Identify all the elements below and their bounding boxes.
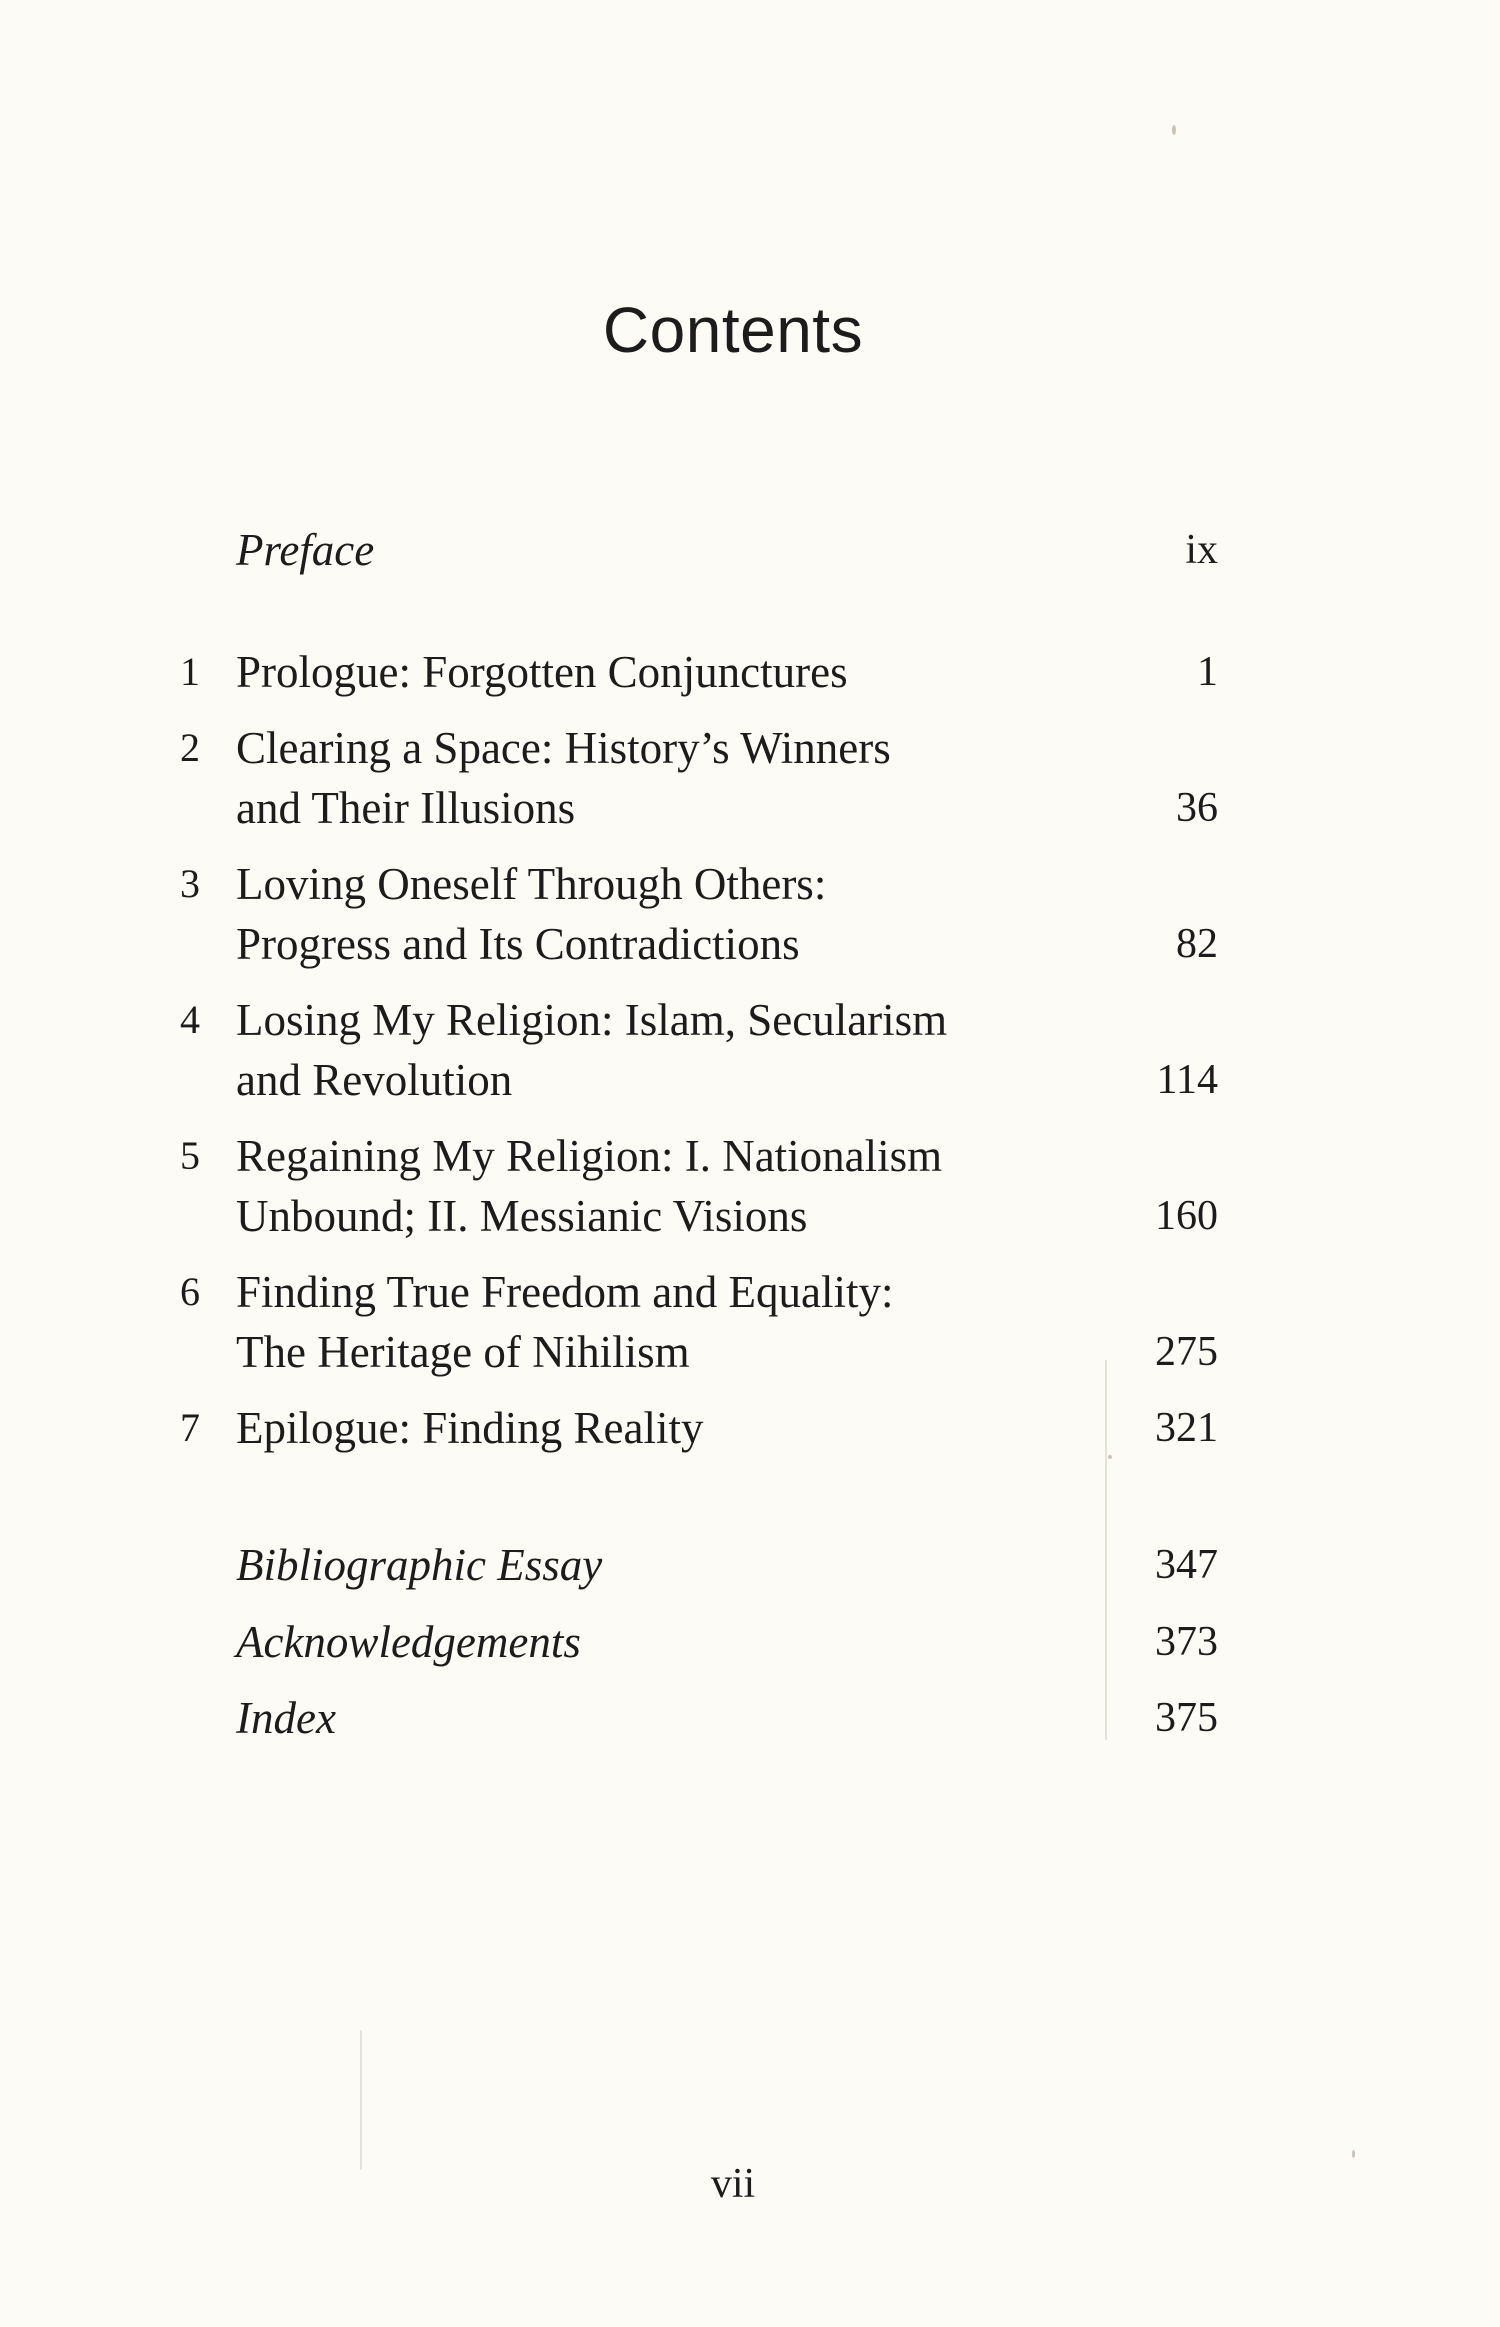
toc-entry-label: Acknowledgements xyxy=(236,1617,581,1667)
toc-entry-label: Finding True Freedom and Equality: The Heritage of Nihilism xyxy=(236,1267,894,1377)
toc-entry-page: 1 xyxy=(1197,649,1218,695)
paper-crease-mark xyxy=(360,2030,362,2170)
toc-entry-page: 275 xyxy=(1155,1329,1218,1375)
toc-entry-page: 36 xyxy=(1176,785,1218,831)
toc-entry-page: 321 xyxy=(1155,1405,1218,1451)
toc-entry-label: Epilogue: Finding Reality xyxy=(236,1403,704,1453)
toc-entry-number: 7 xyxy=(180,1405,200,1450)
paper-speck xyxy=(1172,125,1176,135)
toc-entry-page: 114 xyxy=(1156,1057,1218,1103)
toc-entry-number: 5 xyxy=(180,1133,200,1178)
toc-entry-label: Clearing a Space: History’s Winners and Their Illusions xyxy=(236,723,891,833)
toc-entry-number: 3 xyxy=(180,861,200,906)
toc-entry-number: 6 xyxy=(180,1269,200,1314)
toc-entry-page: 82 xyxy=(1176,921,1218,967)
toc-entry-label: Preface xyxy=(236,525,375,575)
paper-speck xyxy=(1108,1455,1112,1459)
paper-crease-mark xyxy=(1105,1360,1107,1740)
toc-entry-label: Loving Oneself Through Others: Progress and Its Contradictions xyxy=(236,859,827,969)
toc-entry-label: Prologue: Forgotten Conjunctures xyxy=(236,647,848,697)
toc-entry-page: 375 xyxy=(1155,1695,1218,1741)
toc-entry-page: ix xyxy=(1185,527,1218,573)
toc-entry-number: 2 xyxy=(180,725,200,770)
toc-entry-label: Losing My Religion: Islam, Secularism and Revolution xyxy=(236,995,948,1105)
toc-entry-label: Bibliographic Essay xyxy=(236,1540,603,1590)
toc-entry-number: 1 xyxy=(180,649,200,694)
paper-speck xyxy=(1352,2150,1355,2158)
toc-entry-label: Index xyxy=(236,1693,336,1743)
toc-entry-page: 373 xyxy=(1155,1619,1218,1665)
page-number: vii xyxy=(710,2161,756,2207)
toc-entry-page: 160 xyxy=(1155,1193,1218,1239)
toc-entry-label: Regaining My Religion: I. Nationalism Unbound; II. Messianic Visions xyxy=(236,1131,943,1241)
toc-entry-page: 347 xyxy=(1155,1542,1218,1588)
toc-entry-number: 4 xyxy=(180,997,200,1042)
page-title: Contents xyxy=(602,293,864,366)
